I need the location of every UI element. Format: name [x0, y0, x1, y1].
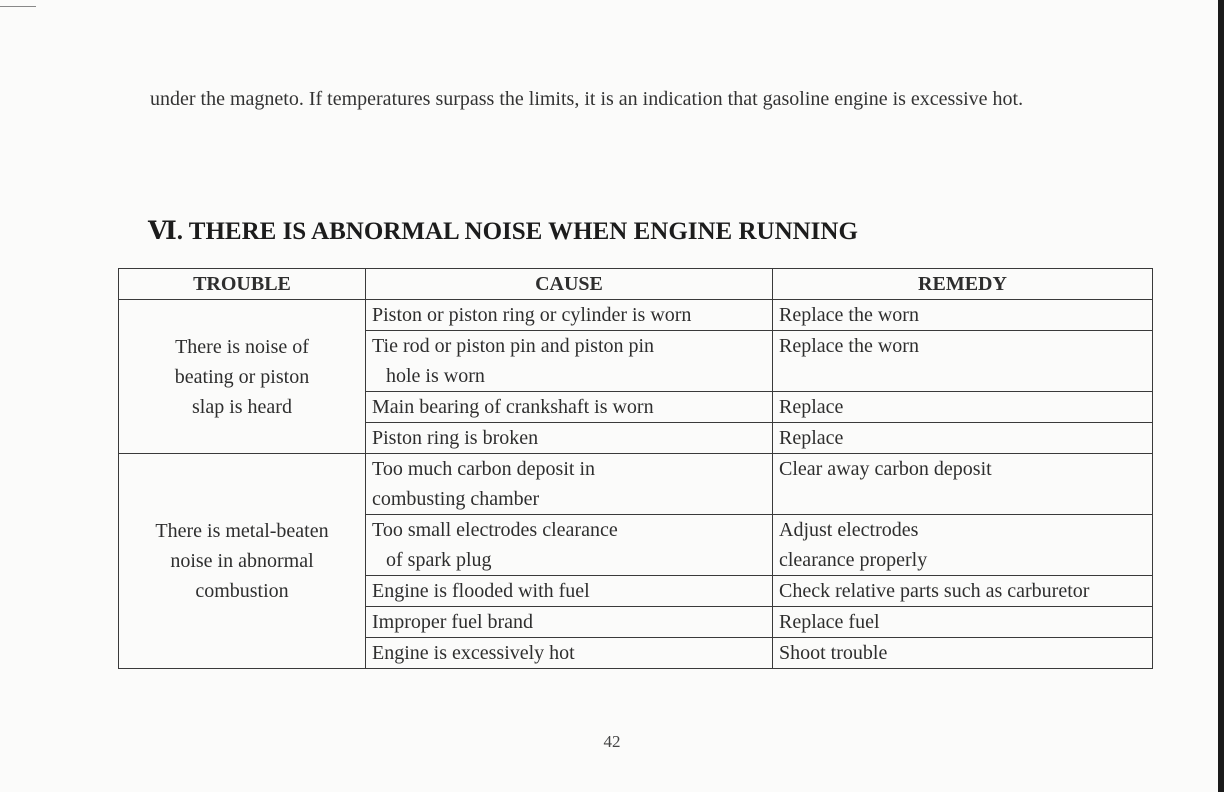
cause-cell: Engine is excessively hot: [366, 638, 773, 669]
trouble-cell: There is noise of beating or piston slap is heard: [119, 300, 366, 454]
remedy-cell: Replace: [773, 423, 1153, 454]
table-row: [119, 300, 1153, 331]
cause-cell: Piston or piston ring or cylinder is worn: [366, 300, 773, 331]
remedy-cell: Adjust electrodes clearance properly: [773, 515, 1153, 576]
trouble-cell: There is metal-beaten noise in abnormal combustion: [119, 454, 366, 669]
trouble-table: [118, 268, 1153, 669]
top-edge-line: [0, 6, 36, 7]
remedy-cell: Replace the worn: [773, 300, 1153, 331]
section-heading: Ⅵ. THERE IS ABNORMAL NOISE WHEN ENGINE RUNNING: [148, 218, 858, 245]
intro-paragraph: under the magneto. If temperatures surpass the limits, it is an indication that gasoline engine is excessive hot.: [150, 88, 1024, 110]
page-edge-shadow: [1218, 0, 1224, 792]
remedy-cell: Clear away carbon deposit: [773, 454, 1153, 515]
cause-cell: Tie rod or piston pin and piston pin hole is worn: [366, 331, 773, 392]
header-trouble: TROUBLE: [119, 269, 366, 300]
remedy-cell: Check relative parts such as carburetor: [773, 576, 1153, 607]
remedy-cell: Replace fuel: [773, 607, 1153, 638]
cause-cell: Improper fuel brand: [366, 607, 773, 638]
cause-cell: Too much carbon deposit in combusting chamber: [366, 454, 773, 515]
remedy-cell: Shoot trouble: [773, 638, 1153, 669]
remedy-cell: Replace the worn: [773, 331, 1153, 392]
remedy-cell: Replace: [773, 392, 1153, 423]
header-remedy: REMEDY: [773, 269, 1153, 300]
cause-cell: Piston ring is broken: [366, 423, 773, 454]
header-cause: CAUSE: [366, 269, 773, 300]
table-row: [119, 454, 1153, 515]
cause-cell: Main bearing of crankshaft is worn: [366, 392, 773, 423]
cause-cell: Too small electrodes clearance of spark plug: [366, 515, 773, 576]
trouble-table-wrapper: [118, 268, 1153, 669]
cause-cell: Engine is flooded with fuel: [366, 576, 773, 607]
page-number: 42: [603, 732, 621, 751]
table-header-row: [119, 269, 1153, 300]
